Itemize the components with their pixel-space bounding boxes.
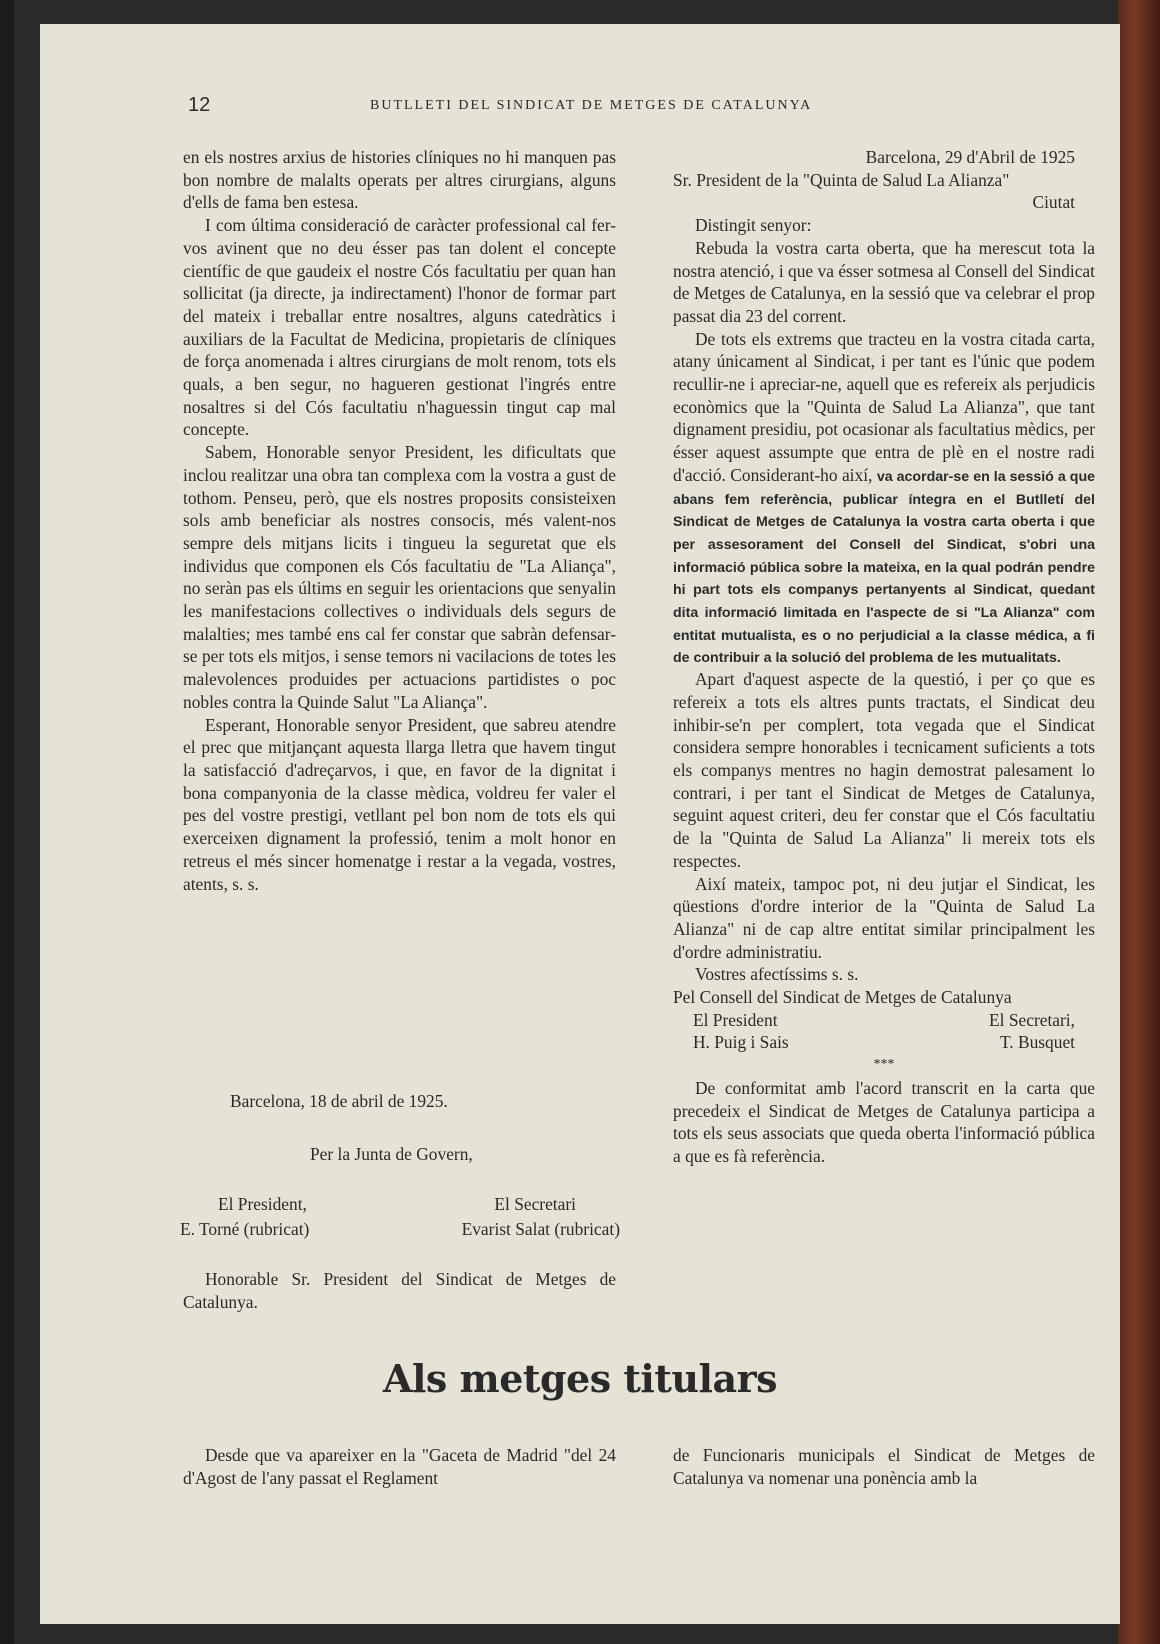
right-paragraph-2	[673, 328, 1095, 669]
letter-recipient: Sr. President de la "Quinta de Salud La Alianza"	[673, 169, 1010, 190]
section-right-text: de Funcionaris municipals el Sindicat de Metges de Catalunya va nomenar una ponència amb la	[673, 1445, 1095, 1488]
letter-date-right: Barcelona, 29 d'Abril de 1925	[865, 147, 1075, 167]
signature-secretari-name: Evarist Salat (rubricat)	[461, 1219, 620, 1239]
junta-line: Per la Junta de Govern,	[310, 1144, 473, 1164]
right-president-name: H. Puig i Sais	[693, 1032, 789, 1053]
left-paragraph-1: en els nostres arxius de histories clíniques no hi manquen pas bon nombre de malalts operats per altres cirurgians, alguns d'ells de fama ben estesa.	[183, 147, 616, 213]
section-left-text: Desde que va apareixer en la "Gaceta de Madrid "del 24 d'Agost de l'any passat el Reglament	[183, 1445, 616, 1488]
left-signatures	[180, 1192, 620, 1242]
right-signature-titles	[673, 1009, 1095, 1032]
left-column	[183, 146, 616, 895]
letter-addressee: Honorable Sr. President del Sindicat de Metges de Catalunya.	[183, 1269, 616, 1312]
letter-city: Ciutat	[1032, 192, 1075, 213]
signature-president-title: El President,	[218, 1194, 307, 1214]
council-line: Pel Consell del Sindicat de Metges de Catalunya	[673, 987, 1012, 1008]
right-secretari-name: T. Busquet	[999, 1032, 1075, 1053]
right-signature-names	[673, 1031, 1095, 1054]
book-spine-right	[1118, 0, 1160, 1644]
right-paragraph-4: Així mateix, tampoc pot, ni deu jutjar el Sindicat, les qüestions d'ordre interior de la "Quinta de Salud La Alianza" ni de cap altre entitat similar principalment les d'ordre administratiu.	[673, 873, 1095, 962]
left-paragraph-2: I com última consideració de caràcter professional cal fer-vos avinent que no deu ésser pas tan dolent el concepte científic de que gaudeix el nostre Cós facultatiu per quan han sollicitat (ja directe, ja indirectament) l'honor de formar part del mateix i treballar entre nosaltres, alguns catedràtics i auxiliars de la Facultat de Medicina, propietaris de clíniques de força anomenada i altres cirurgians de molt renom, tots els quals, a ben segur, no hagueren gestionat l'ingrés entre nosaltres si del Cós facultatiu n'haguessin tingut cap mal concepte.	[183, 215, 616, 440]
signature-secretari-title: El Secretari	[494, 1194, 576, 1214]
right-secretari-title: El Secretari,	[989, 1009, 1075, 1030]
signature-president-name: E. Torné (rubricat)	[180, 1219, 310, 1239]
salutation: Distingit senyor:	[695, 215, 812, 236]
left-paragraph-3: Sabem, Honorable senyor President, les dificultats que inclou realitzar una obra tan complexa com la vostra a gust de tothom. Penseu, però, que els nostres proposits consisteixen sols amb beneficiar als nostres consocis, més valent-nos sempre dels mitjans licits i tingueu la seguretat que els individus que componen els Cós facultatiu de "La Aliança", no seràn pas els últims en seguir les orientacions que senyalin les manifestacions collectives o individuals dels segurs de malalties; mes també ens cal fer constar que sabràn defensar-se per tots els mitjos, i sense temors ni vacilacions de totes les malevolences produides per actuacions partidistes o poc nobles contra la Quinde Salut "La Aliança".	[183, 442, 616, 712]
right-paragraph-2-text: De tots els extrems que tracteu en la vostra citada carta, atany únicament al Sindicat, i per tant es l'únic que podem recullir-ne i apreciar-ne, aquell que es refereix als perjudicis econòmics que la "Quinta de Salud La Alianza", que tant dignament presidiu, pot ocasionar als facultatius mèdics, per ésser aquest assumpte que entra de plè en el nostre radi d'acció. Considerant-ho així,	[673, 328, 1095, 485]
running-header: BUTLLETI DEL SINDICAT DE METGES DE CATALUNYA	[370, 98, 813, 113]
right-president-title: El President	[693, 1009, 778, 1030]
closing-line: Vostres afectíssims s. s.	[695, 964, 859, 985]
letter-date-left: Barcelona, 18 de abril de 1925.	[230, 1091, 448, 1111]
section-separator-stars: ***	[873, 1057, 895, 1073]
page-number: 12	[188, 94, 211, 116]
right-paragraph-3: Apart d'aquest aspecte de la questió, i per ço que es refereix a tots els altres punts tractats, el Sindicat deu inhibir-se'n per complert, tota vegada que el Sindicat considera sempre honorables i tecnicament suficients a tots els companys mentres no hagin demostrat palesament lo contrari, i per tant el Sindicat de Metges de Catalunya, seguint aquest criteri, deu fer constar que el Cós facultatiu de la "Quinta de Salud La Alianza" li mereix tots els respectes.	[673, 669, 1095, 871]
right-paragraph-5: De conformitat amb l'acord transcrit en la carta que precedeix el Sindicat de Metges de Catalunya participa a tots els seus associats que queda oberta l'informació pública a que es fà referència.	[673, 1077, 1095, 1166]
book-spine-left	[0, 0, 14, 1644]
left-paragraph-4: Esperant, Honorable senyor President, que sabreu atendre el prec que mitjançant aquesta llarga lletra que havem tingut la satisfacció d'adreçarvos, i que, en favor de la dignitat i bona companyonia de la classe mèdica, voldreu fer valer el pes del vostre prestigi, vetllant pel bon nom de tots els qui exerceixen dignament la professió, tenim a molt honor en retreus el més sincer homenatge i restar a la vegada, vostres, atents, s. s.	[183, 714, 616, 894]
right-paragraph-2-bold: va acordar-se en la sessió a que abans fem referència, publicar íntegra en el Butlletí del Sindicat de Metges de Catalunya la vostra carta oberta i que per assesorament del Consell del Sindicat, s'obri una informació pública sobre la mateixa, en la qual podrán pendre hi part tots els companys pertanyents al Sindicat, quedant dita informació limitada en l'aspecte de si "La Alianza" com entitat mutualista, es o no perjudicial a la classe médica, a fi de contribuir a la solució del problema de les mutualitats.	[673, 468, 1096, 667]
right-paragraph-1: Rebuda la vostra carta oberta, que ha merescut tota la nostra atenció, i que va ésser sotmesa al Consell del Sindicat de Metges de Catalunya, en la sessió que va celebrar el prop passat dia 23 del corrent.	[673, 237, 1095, 326]
document-page	[40, 24, 1120, 1624]
right-column	[673, 146, 1095, 1168]
section-heading: Als metges titulars	[383, 1356, 777, 1401]
